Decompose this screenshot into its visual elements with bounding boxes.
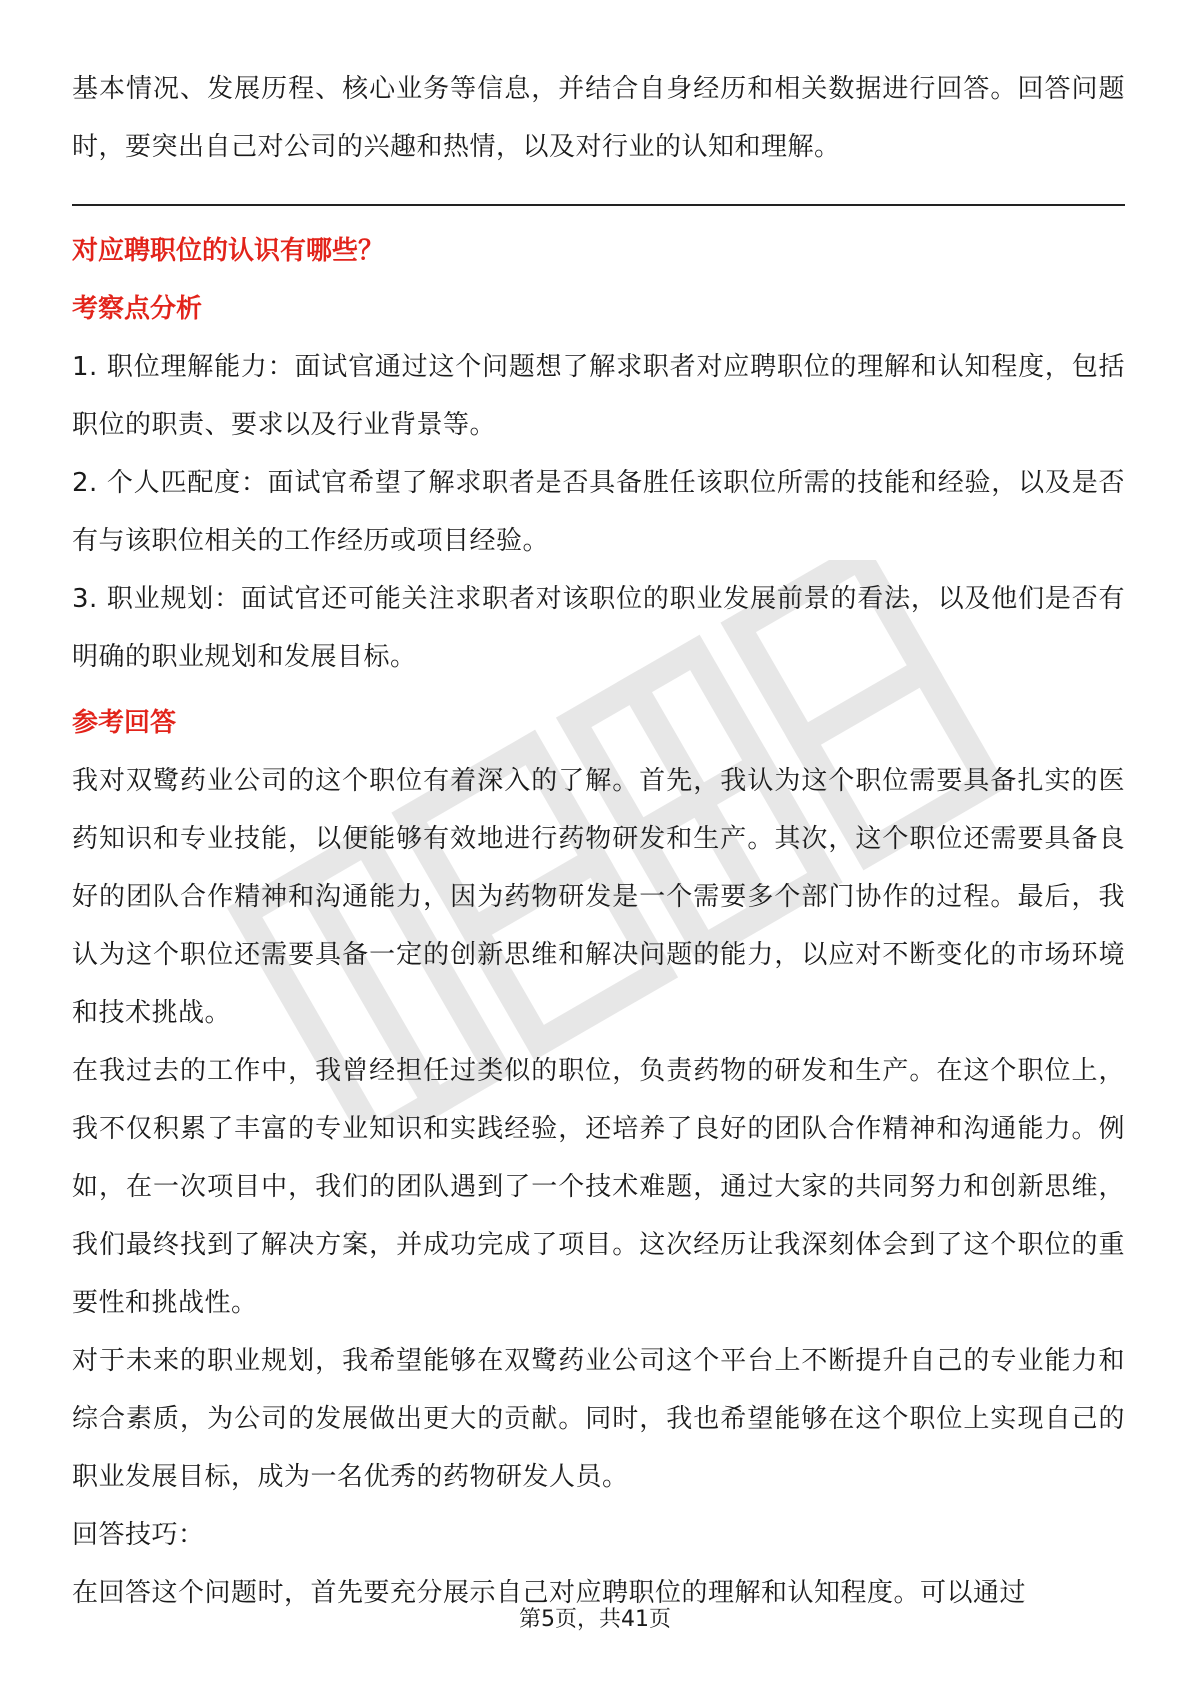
analysis-item-3: 3. 职业规划：面试官还可能关注求职者对该职位的职业发展前景的看法，以及他们是否有明确的职业规划和发展目标。 — [72, 584, 1125, 672]
analysis-item-2: 2. 个人匹配度：面试官希望了解求职者是否具备胜任该职位所需的技能和经验，以及是否有与该职位相关的工作经历或项目经验。 — [72, 468, 1125, 556]
answer-paragraph-1: 我对双鹭药业公司的这个职位有着深入的了解。首先，我认为这个职位需要具备扎实的医药知识和专业技能，以便能够有效地进行药物研发和生产。其次，这个职位还需要具备良好的团队合作精神和沟通能力，因为药物研发是一个需要多个部门协作的过程。最后，我认为这个职位还需要具备一定的创新思维和解决问题的能力，以应对不断变化的市场环境和技术挑战。 — [72, 766, 1125, 1028]
tips-text: 在回答这个问题时，首先要充分展示自己对应聘职位的理解和认知程度。可以通过 — [72, 1578, 1027, 1608]
tips-label: 回答技巧： — [72, 1520, 205, 1550]
answer-paragraph-2: 在我过去的工作中，我曾经担任过类似的职位，负责药物的研发和生产。在这个职位上，我不仅积累了丰富的专业知识和实践经验，还培养了良好的团队合作精神和沟通能力。例如，在一次项目中，我们的团队遇到了一个技术难题，通过大家的共同努力和创新思维，我们最终找到了解决方案，并成功完成了项目。这次经历让我深刻体会到了这个职位的重要性和挑战性。 — [72, 1056, 1125, 1318]
analysis-item-1: 1. 职位理解能力：面试官通过这个问题想了解求职者对应聘职位的理解和认知程度，包括职位的职责、要求以及行业背景等。 — [72, 352, 1125, 440]
spacer — [72, 686, 1125, 694]
document-page — [72, 60, 1125, 1622]
page-number: 第5页，共41页 — [519, 1607, 671, 1632]
answer-paragraph-3: 对于未来的职业规划，我希望能够在双鹭药业公司这个平台上不断提升自己的专业能力和综合素质，为公司的发展做出更大的贡献。同时，我也希望能够在这个职位上实现自己的职业发展目标，成为一名优秀的药物研发人员。 — [72, 1346, 1125, 1492]
analysis-heading: 考察点分析 — [72, 294, 203, 324]
section-divider — [72, 204, 1125, 206]
question-title: 对应聘职位的认识有哪些？ — [72, 236, 385, 266]
intro-paragraph: 基本情况、发展历程、核心业务等信息，并结合自身经历和相关数据进行回答。回答问题时，要突出自己对公司的兴趣和热情，以及对行业的认知和理解。 — [72, 74, 1125, 162]
answer-heading: 参考回答 — [72, 708, 177, 738]
